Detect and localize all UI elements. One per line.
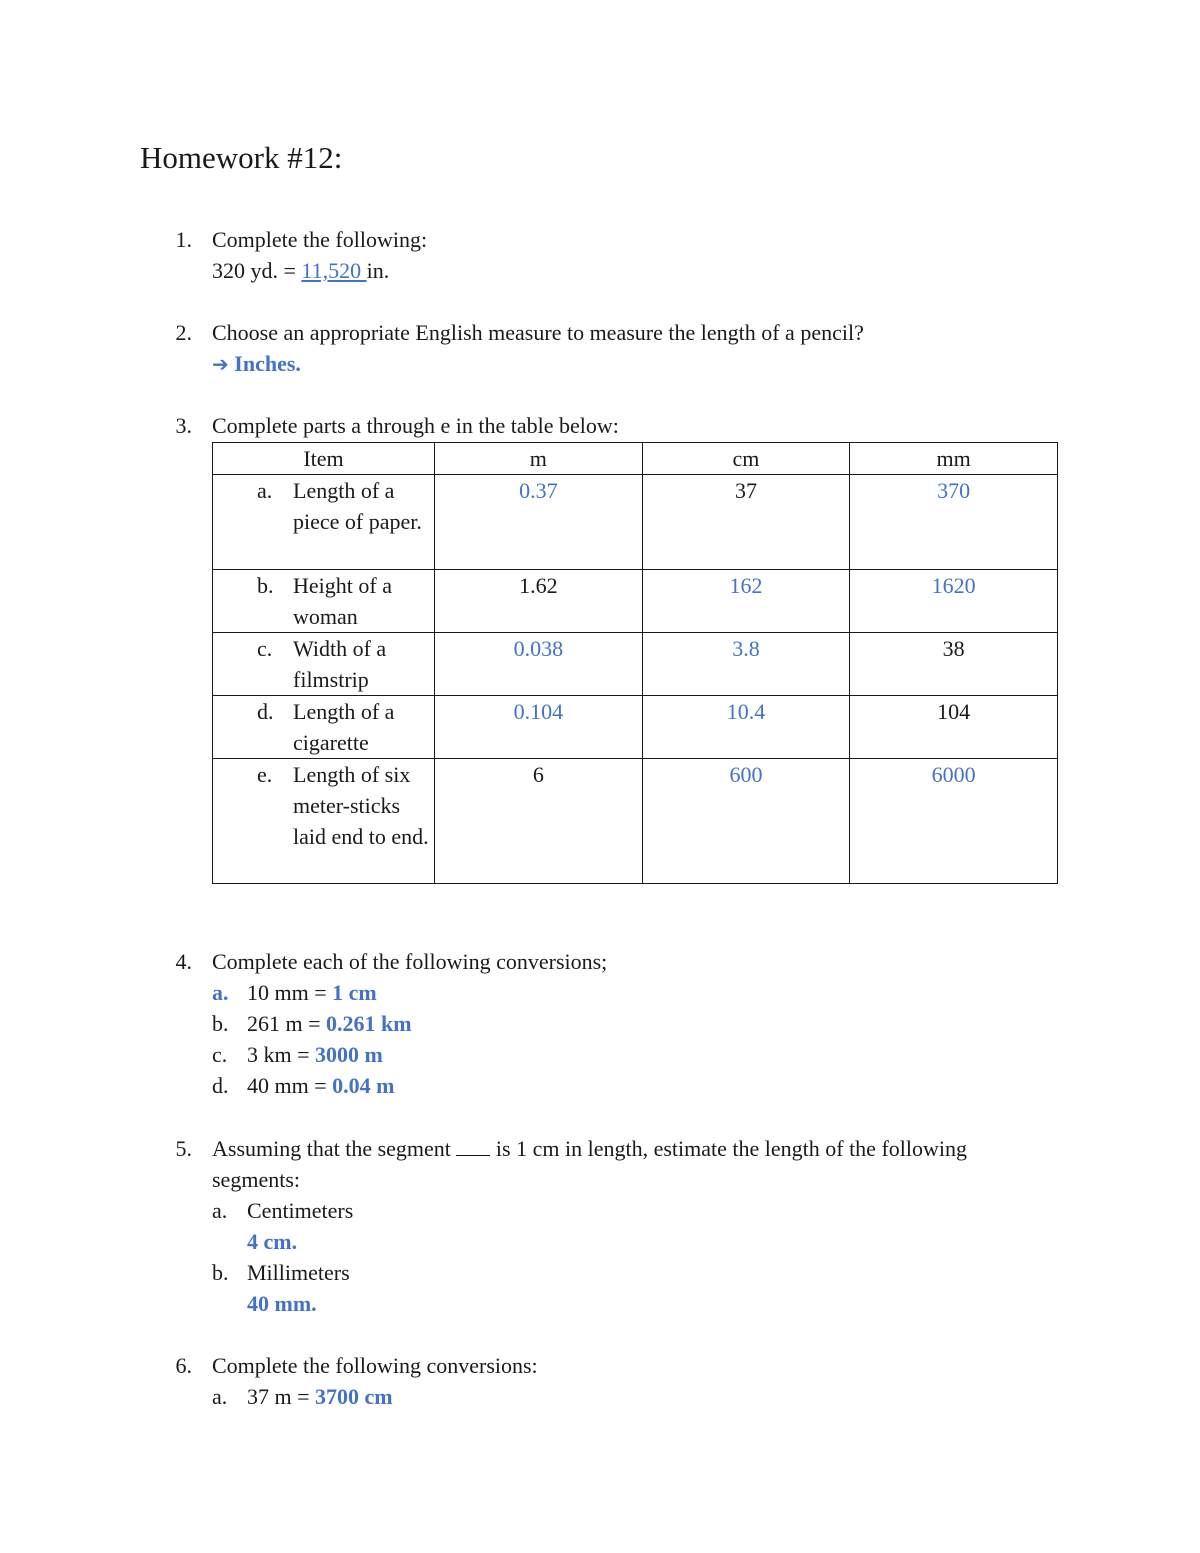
m-cell: 0.104: [434, 696, 642, 759]
q5-letter-b: b.: [212, 1260, 229, 1285]
q4-text: Complete each of the following conversions;: [212, 949, 608, 974]
m-cell: 0.038: [434, 633, 642, 696]
item-label: Length of six meter-sticks laid end to end.: [293, 762, 429, 849]
q4-letter-b: b.: [212, 1011, 229, 1036]
page-title: Homework #12:: [140, 140, 343, 175]
m-cell: 0.37: [434, 475, 642, 570]
q4-answer-a: 1 cm: [332, 980, 377, 1005]
q5-text-after: is 1 cm in length, estimate the length of the following: [490, 1136, 967, 1161]
table-row: [213, 759, 1058, 884]
q6-answer-a: 3700 cm: [315, 1384, 393, 1409]
item-label: Length of a cigarette: [293, 699, 395, 755]
mm-cell: 370: [850, 475, 1058, 570]
item-label: Height of a woman: [293, 573, 392, 629]
q4-given-c: 3 km =: [247, 1042, 316, 1067]
table-row: [213, 696, 1058, 759]
mm-cell: 1620: [850, 570, 1058, 633]
conversion-table: [212, 442, 1058, 884]
q3-number: 3.: [175, 413, 192, 438]
item-cell: [213, 696, 435, 759]
row-letter: b.: [257, 573, 274, 598]
row-letter: c.: [257, 636, 273, 661]
q5-number: 5.: [175, 1136, 192, 1161]
table-header-row: [213, 443, 1058, 475]
q1-number: 1.: [175, 227, 192, 252]
q4-letter-a: a.: [212, 980, 229, 1005]
q2-answer: Inches.: [234, 351, 301, 376]
cm-cell: 162: [642, 570, 850, 633]
q2-answer-line: [212, 348, 301, 380]
q1-answer-line: [212, 255, 389, 286]
q4-item-c: [212, 1039, 383, 1070]
q5-letter-a: a.: [212, 1198, 228, 1223]
q4-item-d: [212, 1070, 394, 1101]
table-row: [213, 475, 1058, 570]
q5-answer-a: 4 cm.: [247, 1229, 298, 1254]
row-letter: e.: [257, 762, 273, 787]
q5-text: [212, 1133, 967, 1164]
item-cell: [213, 570, 435, 633]
item-cell: [213, 759, 435, 884]
q4-given-a: 10 mm =: [247, 980, 333, 1005]
mm-cell: 38: [850, 633, 1058, 696]
mm-cell: 6000: [850, 759, 1058, 884]
header-m: m: [434, 443, 642, 475]
cm-cell: 37: [642, 475, 850, 570]
q4-given-b: 261 m =: [247, 1011, 327, 1036]
q5-label-a: Centimeters: [247, 1198, 354, 1223]
item-label: Width of a filmstrip: [293, 636, 387, 692]
q5-text-line2: segments:: [212, 1167, 300, 1192]
q6-text: Complete the following conversions:: [212, 1353, 538, 1378]
q4-given-d: 40 mm =: [247, 1073, 333, 1098]
table-row: [213, 570, 1058, 633]
q4-answer-d: 0.04 m: [332, 1073, 395, 1098]
q5-label-b: Millimeters: [247, 1260, 350, 1285]
q6-letter-a: a.: [212, 1384, 228, 1409]
item-label: Length of a piece of paper.: [293, 478, 422, 534]
q1-text: Complete the following:: [212, 227, 428, 252]
q4-item-b: [212, 1008, 412, 1039]
q4-letter-d: d.: [212, 1073, 229, 1098]
q1-prefix: 320 yd. =: [212, 258, 302, 283]
cm-cell: 600: [642, 759, 850, 884]
q5-answer-b: 40 mm.: [247, 1291, 317, 1316]
q5-item-b: [212, 1257, 350, 1288]
header-mm: mm: [850, 443, 1058, 475]
q4-answer-c: 3000 m: [315, 1042, 383, 1067]
q1-answer: 11,520: [301, 258, 367, 283]
q2-text: Choose an appropriate English measure to measure the length of a pencil?: [212, 320, 864, 345]
header-cm: cm: [642, 443, 850, 475]
m-cell: 6: [434, 759, 642, 884]
right-arrow-icon: ➔: [212, 352, 229, 376]
table-row: [213, 633, 1058, 696]
cm-cell: 3.8: [642, 633, 850, 696]
q5-item-a: [212, 1195, 353, 1226]
q5-text-before: Assuming that the segment: [212, 1136, 457, 1161]
q4-answer-b: 0.261 km: [326, 1011, 412, 1036]
q6-item-a: [212, 1381, 393, 1412]
row-letter: d.: [257, 699, 274, 724]
q4-item-a: [212, 977, 377, 1008]
header-item: Item: [213, 443, 435, 475]
q4-number: 4.: [175, 949, 192, 974]
q6-number: 6.: [175, 1353, 192, 1378]
m-cell: 1.62: [434, 570, 642, 633]
reference-segment: [456, 1135, 490, 1156]
q6-given-a: 37 m =: [247, 1384, 316, 1409]
q1-suffix: in.: [366, 258, 390, 283]
mm-cell: 104: [850, 696, 1058, 759]
q3-text: Complete parts a through e in the table below:: [212, 413, 619, 438]
cm-cell: 10.4: [642, 696, 850, 759]
q2-number: 2.: [175, 320, 192, 345]
q4-letter-c: c.: [212, 1042, 228, 1067]
row-letter: a.: [257, 478, 273, 503]
item-cell: [213, 633, 435, 696]
item-cell: [213, 475, 435, 570]
